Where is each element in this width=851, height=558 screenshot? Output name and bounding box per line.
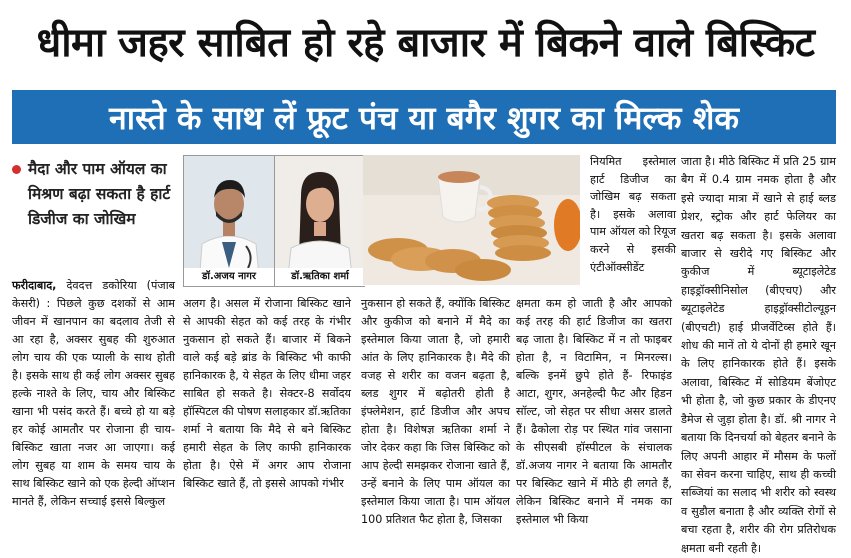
- column-4: [516, 295, 672, 529]
- highlight-text: मैदा और पाम ऑयल का मिश्रण बढ़ा सकता है हार्ट डिजीज का जोखिम: [28, 160, 171, 228]
- column-1-text: [12, 277, 175, 511]
- highlight-box: [12, 157, 177, 260]
- column-1: [12, 277, 175, 511]
- photo-ajay-nagar: [184, 156, 274, 286]
- column-1-body: देवदत्त डकोरिया (पंजाब केसरी) : पिछले कुछ दशकों से आम जीवन में खानपान का बदलाव तेजी से आ रहा है, अक्सर सुबह की शुरुआत लोग चाय की एक प्याली के साथ होती है। इसके साथ ही कई लोग अक्सर सुबह हल्के नाश्ते के लिए, चाय और बिस्किट खाना भी पसंद करते हैं। बच्चे हो या बड़े हर कोई आमतौर पर रोजाना ही चाय-बिस्किट खाता नजर आ जाएगा। कई लोग सुबह या शाम के समय चाय के साथ बिस्किट खाने को एक हेल्दी ऑप्शन मानते हैं, लेकिन सच्चाई इससे बिल्कुल: [12, 279, 175, 508]
- column-3-text: नुकसान हो सकते हैं, क्योंकि बिस्किट और कुकीज को बनाने में मैदे का इस्तेमाल किया जाता है, जो हमारी आंत के लिए हानिकारक है। मैदे की वजह से शरीर का वजन बढ़ता है, ब्लड शुगर में बढ़ोतरी होती है इंफ्लेमेशन, हार्ट डिजीज और अपच होता है। विशेषज्ञ ऋतिका शर्मा ने जोर देकर कहा कि जिस बिस्किट को आप हेल्दी समझकर रोजाना खाते हैं, उन्हें बनाने के लिए पाम ऑयल का इस्तेमाल किया जाता है। पाम ऑयल 100 प्रतिशत फैट होता है, जिसका: [361, 297, 510, 526]
- column-5: [681, 153, 836, 558]
- column-5-text: जाता है। मीठे बिस्किट में प्रति 25 ग्राम बैग में 0.4 ग्राम नमक होता है और इसे ज्यादा मात्रा में खाने से हाई ब्लड प्रेशर, स्ट्रोक और हार्ट फेलियर का खतरा बढ़ सकता है। इसके अलावा बाजार से खरीदे गए बिस्किट और कुकीज में ब्यूटाइलेटेड हाइड्रॉक्सीनिसोल (बीएचए) और ब्यूटाइलेटेड हाइड्रॉक्सीटोल्यूइन (बीएचटी) हाई प्रीजर्वेटिव्स होते हैं। शोध की मानें तो ये दोनों ही हमारे खून के लिए हानिकारक होते हैं। इसके अलावा, बिस्किट में सोडियम बेंजोएट भी होता है, जो कुछ प्रकार के डीएनए डैमेज से जुड़ा होता है। डॉ. श्री नागर ने बताया कि दिनचर्या को बेहतर बनाने के लिए अपनी आहार में मौसम के फलों का सेवन करना चाहिए, साथ ही कच्ची सब्जियां का सलाद भी शरीर को स्वस्थ व सुडौल बनाता है और व्यक्ति रोगों से बचा रहता है, शरीर की रोग प्रतिरोधक क्षमता बनी रहती है।: [681, 155, 836, 555]
- doctor-photos: [183, 155, 365, 287]
- column-4-top: [590, 153, 676, 276]
- headline: धीमा जहर साबित हो रहे बाजार में बिकने वाले बिस्किट: [36, 19, 815, 66]
- doctor-male-icon: [184, 156, 274, 286]
- subheadline-bar: [12, 90, 836, 144]
- column-3: [361, 295, 510, 529]
- column-4-text: क्षमता कम हो जाती है और आपको कई तरह की हार्ट डिजीज का खतरा बढ़ जाता है। बिस्किट में न तो फाइबर होता है, न विटामिन, न मिनरल्स। बल्कि इनमें छुपे होते हैं- रिफाइंड आटा, शुगर, अनहेल्दी फैट और हिडन सॉल्ट, जो सेहत पर सीधा असर डालते हैं। ढैकोला रोड़ पर स्थित गांव जसाना के सीएसबी हॉस्पीटल के संचालक डॉ.अजय नागर ने बताया कि आमतौर पर बिस्किट खाने में मीठे ही लगते हैं, लेकिन बिस्किट बनाने में नमक का इस्तेमाल भी किया: [516, 297, 672, 526]
- photo-ritika-sharma: [274, 156, 365, 286]
- caption-ajay-nagar: डॉ.अजय नागर: [184, 268, 274, 286]
- caption-ritika-sharma: डॉ.ऋतिका शर्मा: [275, 268, 365, 286]
- column-4-top-text: नियमित इस्तेमाल हार्ट डिजीज का जोखिम बढ़ सकता है। इसके अलावा पाम ऑयल को रियूज करने से इसकी एंटीऑक्सीडेंट: [590, 155, 676, 274]
- dateline: फरीदाबाद,: [12, 279, 57, 292]
- tea-cup-biscuits-icon: [363, 155, 580, 285]
- bullet-icon: [12, 165, 21, 174]
- subheadline: नास्ते के साथ लें फ्रूट पंच या बगैर शुगर का मिल्क शेक: [109, 98, 739, 137]
- column-2: [183, 295, 351, 493]
- doctor-female-icon: [275, 156, 365, 286]
- tea-biscuit-image: [363, 155, 580, 285]
- column-2-text: अलग है। असल में रोजाना बिस्किट खाने से आपकी सेहत को कई तरह के गंभीर नुकसान हो सकते हैं। बाजार में बिकने वाले कई बड़े ब्रांड के बिस्किट भी काफी हानिकारक है, ये सेहत के लिए धीमा जहर साबित हो सकते है। सेक्टर-8 सर्वोदय हॉस्पिटल की पोषण सलाहकार डॉ.ऋतिका शर्मा ने बताया कि मैदे से बने बिस्किट हमारी सेहत के लिए काफी हानिकारक होता है। ऐसे में अगर आप रोजाना बिस्किट खाते हैं, तो इससे आपको गंभीर: [183, 297, 351, 490]
